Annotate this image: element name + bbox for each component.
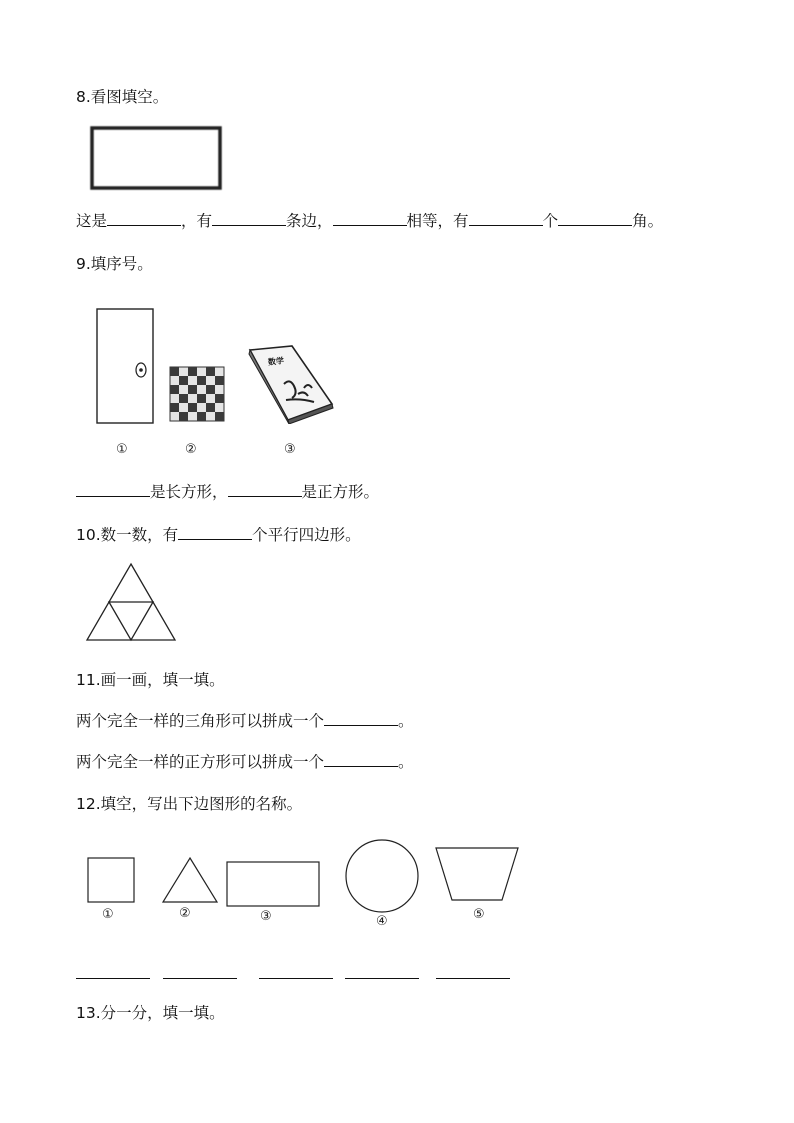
q11-line-1-period: 。	[398, 712, 414, 730]
q12-label-3: ③	[260, 909, 272, 924]
trapezoid-shape	[436, 848, 518, 900]
q9-text-b: 是正方形。	[301, 483, 380, 501]
q10-blank[interactable]	[178, 525, 252, 540]
q8-blank-1[interactable]	[107, 211, 181, 226]
q12-title: 12.填空，写出下边图形的名称。	[76, 795, 303, 813]
q11-line-2-period: 。	[398, 753, 414, 771]
q11-line-1-text: 两个完全一样的三角形可以拼成一个	[76, 712, 325, 730]
q12-blank-1[interactable]	[76, 977, 150, 979]
book-title-text: 数学	[267, 356, 285, 367]
q11-blank-1[interactable]	[324, 711, 398, 726]
math-book-figure	[246, 344, 336, 424]
q12-blank-5[interactable]	[436, 977, 510, 979]
rectangle-shape	[227, 862, 319, 906]
q8-title: 8.看图填空。	[76, 88, 169, 106]
q11-line-1	[76, 710, 414, 732]
q11-line-2	[76, 751, 414, 773]
q12-label-1: ①	[102, 907, 114, 922]
q9-text-a: 是长方形，	[150, 483, 228, 501]
door-figure	[94, 306, 158, 426]
q8-blank-4[interactable]	[469, 211, 543, 226]
q12-blank-2[interactable]	[163, 977, 237, 979]
q12-label-5: ⑤	[473, 907, 485, 922]
triangle-shape	[163, 858, 217, 902]
q11-title: 11.画一画，填一填。	[76, 671, 225, 689]
q8-text-a: 这是	[76, 212, 108, 230]
q8-sentence	[76, 210, 663, 232]
q12-label-2: ②	[179, 906, 191, 921]
q12-blank-3[interactable]	[259, 977, 333, 979]
q8-text-e: 个	[542, 212, 559, 230]
q8-blank-3[interactable]	[333, 211, 407, 226]
q8-blank-2[interactable]	[212, 211, 286, 226]
q9-label-3: ③	[284, 442, 296, 457]
q11-line-2-text: 两个完全一样的正方形可以拼成一个	[76, 753, 325, 771]
q13-title: 13.分一分，填一填。	[76, 1004, 225, 1022]
q9-title: 9.填序号。	[76, 255, 153, 273]
q9-label-2: ②	[185, 442, 197, 457]
q12-blank-4[interactable]	[345, 977, 419, 979]
q8-rectangle-figure	[88, 124, 228, 194]
q9-blank-1[interactable]	[76, 482, 150, 497]
q9-label-1: ①	[116, 442, 128, 457]
q12-label-4: ④	[376, 914, 388, 929]
q8-blank-5[interactable]	[558, 211, 632, 226]
checkerboard-figure	[169, 366, 225, 422]
q10-text-a: 10.数一数，有	[76, 526, 179, 544]
q10-text-b: 个平行四边形。	[252, 526, 361, 544]
q12-shapes-figure	[80, 836, 530, 916]
q8-text-c: 条边，	[286, 212, 333, 230]
q8-text-f: 角。	[632, 212, 664, 230]
circle-shape	[346, 840, 418, 912]
square-shape	[88, 858, 134, 902]
q9-sentence	[76, 481, 379, 503]
q8-text-b: ，有	[181, 212, 213, 230]
triangle-parallelogram-figure	[84, 562, 178, 642]
q10-sentence	[76, 524, 361, 546]
q8-text-d: 相等，有	[406, 212, 469, 230]
q9-blank-2[interactable]	[228, 482, 302, 497]
q11-blank-2[interactable]	[324, 752, 398, 767]
